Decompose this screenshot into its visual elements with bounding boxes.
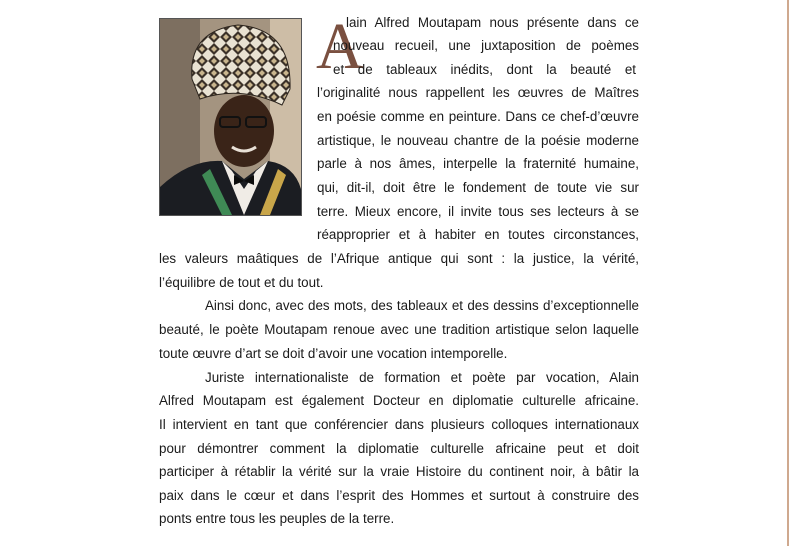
text-line-14: beauté, le poète Moutapam renoue avec une tradition artistique selon laquelle: [159, 322, 639, 337]
text-line-15: toute œuvre d’art se doit d’avoir une vocation intemporelle.: [159, 346, 508, 361]
text-line-7: parle à nos âmes, interpelle la fraternité humaine,: [317, 156, 639, 171]
text-line-2: nouveau recueil, une juxtaposition de poèmes: [333, 38, 639, 53]
text-line-18: Il intervient en tant que conférencier dans plusieurs colloques internationaux: [159, 417, 639, 432]
text-line-9: terre. Mieux encore, il invite tous ses lecteurs à se: [317, 204, 639, 219]
text-line-21: paix dans le cœur et dans l’esprit des Hommes et surtout à construire des: [159, 488, 639, 503]
page-edge-rule: [787, 0, 789, 546]
text-line-17: Alfred Moutapam est également Docteur en diplomatie culturelle africaine.: [159, 393, 639, 408]
text-line-4: l’originalité nous rappellent les œuvres de Maîtres: [317, 85, 639, 100]
text-line-22: ponts entre tous les peuples de la terre.: [159, 511, 395, 526]
text-line-20: participer à rétablir la vérité sur la vraie Histoire du continent noir, à bâtir la: [159, 464, 639, 479]
text-line-13: Ainsi donc, avec des mots, des tableaux et des dessins d’exceptionnelle: [205, 298, 639, 313]
text-line-5: en poésie comme en peinture. Dans ce chef-d’œuvre: [317, 109, 639, 124]
text-line-8: qui, dit-il, doit être le fondement de toute vie sur: [317, 180, 639, 195]
text-line-6: artistique, le nouveau chantre de la poésie moderne: [317, 133, 639, 148]
text-line-3: et de tableaux inédits, dont la beauté et: [333, 62, 636, 77]
text-line-11: les valeurs maâtiques de l’Afrique antique qui sont : la justice, la vérité,: [159, 251, 639, 266]
drop-cap-letter: A: [316, 10, 364, 83]
text-line-12: l’équilibre de tout et du tout.: [159, 275, 324, 290]
text-line-10: réapproprier et à habiter en toutes circonstances,: [317, 227, 639, 242]
author-photo: [159, 18, 302, 216]
text-line-19: pour démontrer comment la diplomatie culturelle africaine peut et doit: [159, 441, 639, 456]
text-line-1: lain Alfred Moutapam nous présente dans ce: [346, 15, 639, 30]
text-line-16: Juriste internationaliste de formation et poète par vocation, Alain: [205, 370, 639, 385]
author-portrait-image: [160, 19, 301, 215]
